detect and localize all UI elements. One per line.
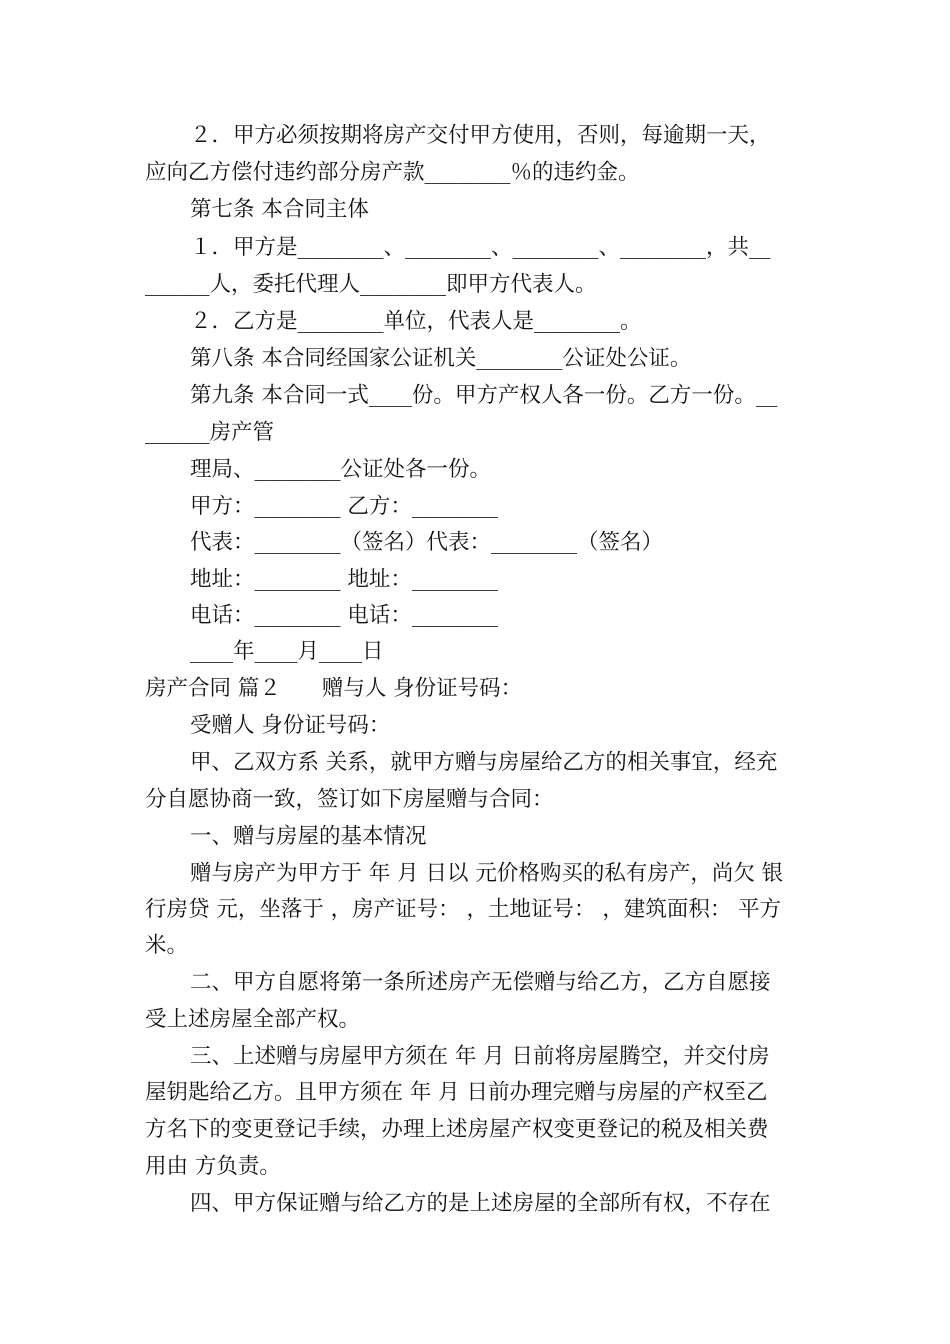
text-line: 三、上述赠与房屋甲方须在 年 月 日前将房屋腾空，并交付房 [190,1044,770,1069]
text-line: 二、甲方自愿将第一条所述房产无偿赠与给乙方，乙方自愿接 [190,970,771,995]
text-line: 受上述房屋全部产权。 [145,1007,361,1032]
text-line: 米。 [145,933,189,958]
text-line: 理局、________公证处各一份。 [190,457,492,482]
text-line: １．甲方是________、________、________、________，共__ [190,235,771,260]
text-line: 屋钥匙给乙方。且甲方须在 年 月 日前办理完赠与房屋的产权至乙 [145,1080,768,1105]
text-line: 行房贷 元，坐落于 ，房产证号： ，土地证号： ，建筑面积： 平方 [145,897,782,922]
section-heading: 第七条 本合同主体 [190,197,369,222]
text-line: 应向乙方偿付违约部分房产款________％的违约金。 [145,160,640,185]
text-line: 用由 方负责。 [145,1154,281,1179]
signature-line-phone: 电话：________ 电话：________ [190,603,498,628]
text-line: ______房产管 [145,420,275,445]
signature-line-party: 甲方：________ 乙方：________ [190,494,498,519]
text-line: ______人，委托代理人________即甲方代表人。 [145,272,597,297]
text-line: 四、甲方保证赠与给乙方的是上述房屋的全部所有权，不存在 [190,1191,771,1216]
text-line: 分自愿协商一致，签订如下房屋赠与合同： [145,787,554,812]
signature-line-representative: 代表：________（签名）代表：________（签名） [190,530,664,555]
contract-heading: 房产合同 篇２ 赠与人 身份证号码： [145,676,523,701]
text-line: ２．甲方必须按期将房产交付甲方使用，否则，每逾期一天， [190,123,771,148]
section-heading: 一、赠与房屋的基本情况 [190,824,427,849]
signature-line-address: 地址：________ 地址：________ [190,567,498,592]
text-line: 赠与房产为甲方于 年 月 日以 元价格购买的私有房产，尚欠 银 [190,861,784,886]
text-line: 方名下的变更登记手续，办理上述房屋产权变更登记的税及相关费 [145,1117,769,1142]
section-heading: 第九条 本合同一式____份。甲方产权人各一份。乙方一份。__ [190,383,778,408]
text-line: 甲、乙双方系 关系，就甲方赠与房屋给乙方的相关事宜，经充 [190,750,778,775]
section-heading: 第八条 本合同经国家公证机关________公证处公证。 [190,346,692,371]
text-line: ２．乙方是________单位，代表人是________。 [190,309,642,334]
date-line: ____年____月____日 [190,639,384,664]
text-line: 受赠人 身份证号码： [190,713,391,738]
